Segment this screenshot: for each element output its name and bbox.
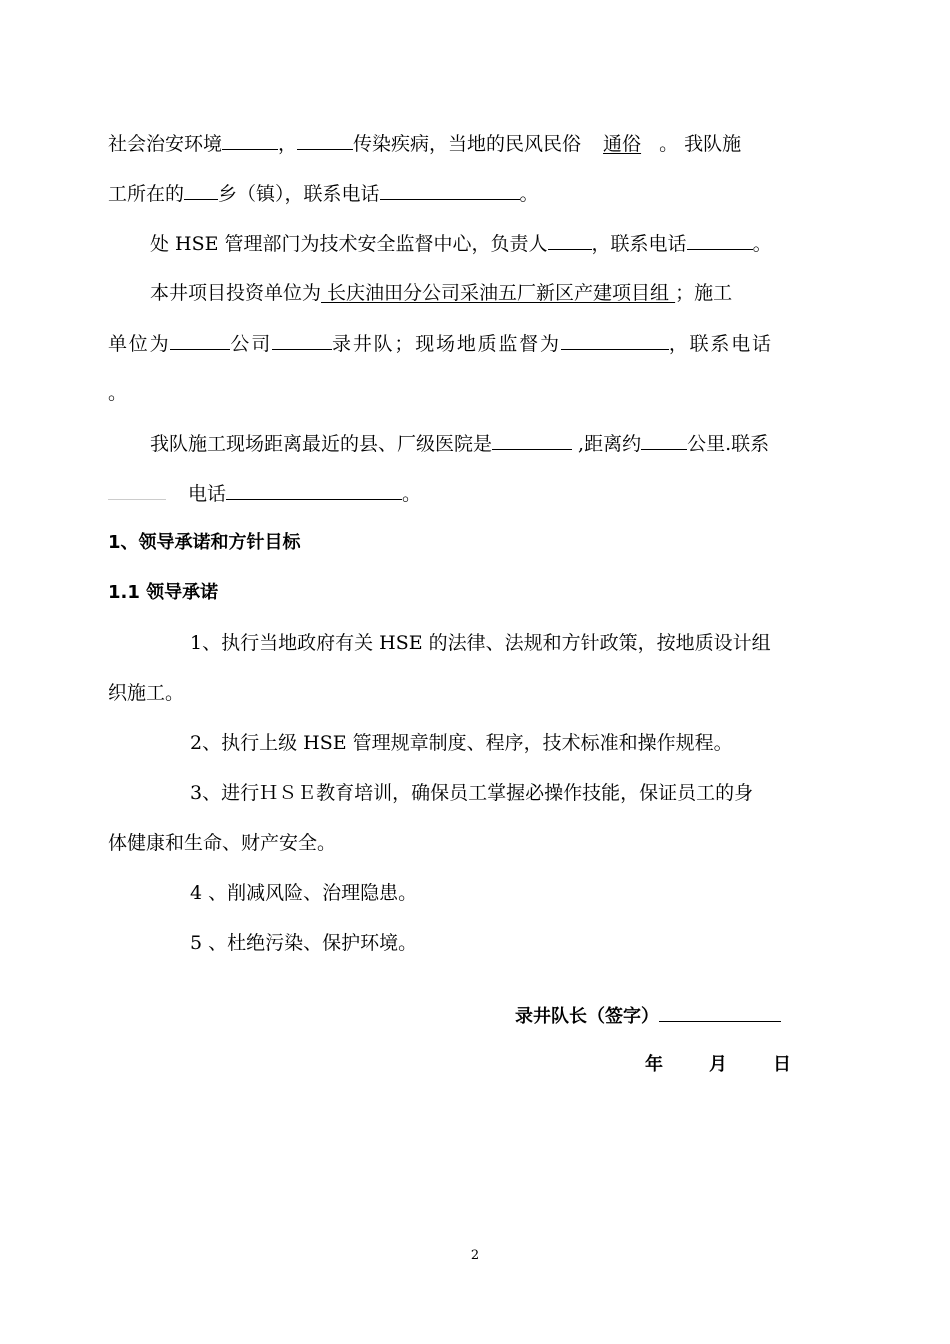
blank-phone bbox=[687, 231, 753, 250]
blank-disease bbox=[297, 131, 353, 150]
custom-value: 通俗 bbox=[603, 133, 642, 155]
intro-line-7 bbox=[150, 431, 769, 456]
date-day: 日 bbox=[773, 1054, 791, 1075]
text: 我队施工现场距离最近的县、厂级医院是 bbox=[150, 433, 493, 455]
section-heading-1-1: 1.1 领导承诺 bbox=[108, 582, 219, 603]
intro-line-3 bbox=[150, 231, 772, 256]
text: 处 HSE 管理部门为技术安全监督中心，负责人 bbox=[150, 233, 548, 255]
faint-blank bbox=[108, 481, 166, 500]
blank-company bbox=[170, 331, 230, 350]
text: 。 bbox=[108, 382, 128, 404]
blank-distance bbox=[641, 431, 687, 450]
commitment-5: 5 、杜绝污染、保护环境。 bbox=[190, 932, 418, 954]
text: 本井项目投资单位为 bbox=[150, 282, 322, 304]
text: 社会治安环境 bbox=[108, 133, 223, 155]
blank-hospital bbox=[492, 431, 572, 450]
date-line bbox=[645, 1053, 791, 1077]
text: 传染疾病，当地的民风民俗 bbox=[353, 133, 582, 155]
blank-supervisor bbox=[561, 331, 669, 350]
intro-line-6 bbox=[108, 381, 127, 405]
commitment-1-line-1: 1、执行当地政府有关 HSE 的法律、法规和方针政策，按地质设计组 bbox=[190, 632, 771, 654]
date-month: 月 bbox=[709, 1054, 727, 1075]
commitment-3-line-1: 3、进行ＨＳＥ教育培训，确保员工掌握必操作技能，保证员工的身 bbox=[190, 782, 754, 804]
text: 工所在的 bbox=[108, 183, 185, 205]
page-number: 2 bbox=[470, 1248, 480, 1263]
blank-township bbox=[184, 181, 218, 200]
commitment-2: 2、执行上级 HSE 管理规章制度、程序，技术标准和操作规程。 bbox=[190, 732, 733, 754]
blank-team bbox=[272, 331, 332, 350]
section-heading-1: 1、领导承诺和方针目标 bbox=[108, 532, 301, 553]
signature-line bbox=[515, 1003, 781, 1029]
intro-line-1 bbox=[108, 131, 741, 156]
text: 。 bbox=[752, 233, 772, 255]
text: 。 bbox=[402, 483, 422, 505]
text: ；施工 bbox=[675, 282, 733, 304]
commitment-3-line-2: 体健康和生命、财产安全。 bbox=[108, 832, 337, 854]
blank-phone bbox=[380, 181, 520, 200]
text: 乡（镇），联系电话 bbox=[218, 183, 380, 205]
commitment-4: 4 、削减风险、治理隐患。 bbox=[190, 882, 418, 904]
text: 公里.联系 bbox=[687, 433, 770, 455]
investor-value: 长庆油田分公司采油五厂新区产建项目组 bbox=[321, 282, 676, 304]
commitment-1-line-2: 织施工。 bbox=[108, 682, 185, 704]
signature-blank bbox=[659, 1003, 781, 1022]
intro-line-2 bbox=[108, 181, 539, 206]
text: ,距离约 bbox=[572, 433, 642, 455]
text: 公司 bbox=[230, 333, 273, 355]
blank-hospital-phone bbox=[226, 481, 402, 500]
text: 。 我队施 bbox=[659, 133, 742, 155]
intro-line-4 bbox=[150, 281, 732, 305]
signature-label: 录井队长（签字） bbox=[515, 1006, 659, 1027]
text: 电话 bbox=[188, 483, 227, 505]
blank-responsible bbox=[548, 231, 592, 250]
text: ，联系电话 bbox=[591, 233, 687, 255]
text: ， bbox=[278, 133, 298, 155]
text: 。 bbox=[519, 183, 539, 205]
date-year: 年 bbox=[645, 1054, 663, 1075]
text: 录井队；现场地质监督为 bbox=[332, 333, 561, 355]
blank-security bbox=[222, 131, 278, 150]
intro-line-8 bbox=[108, 481, 421, 506]
text: ，联系电话 bbox=[668, 333, 773, 355]
text: 单位为 bbox=[108, 333, 171, 355]
intro-line-5 bbox=[108, 331, 773, 356]
